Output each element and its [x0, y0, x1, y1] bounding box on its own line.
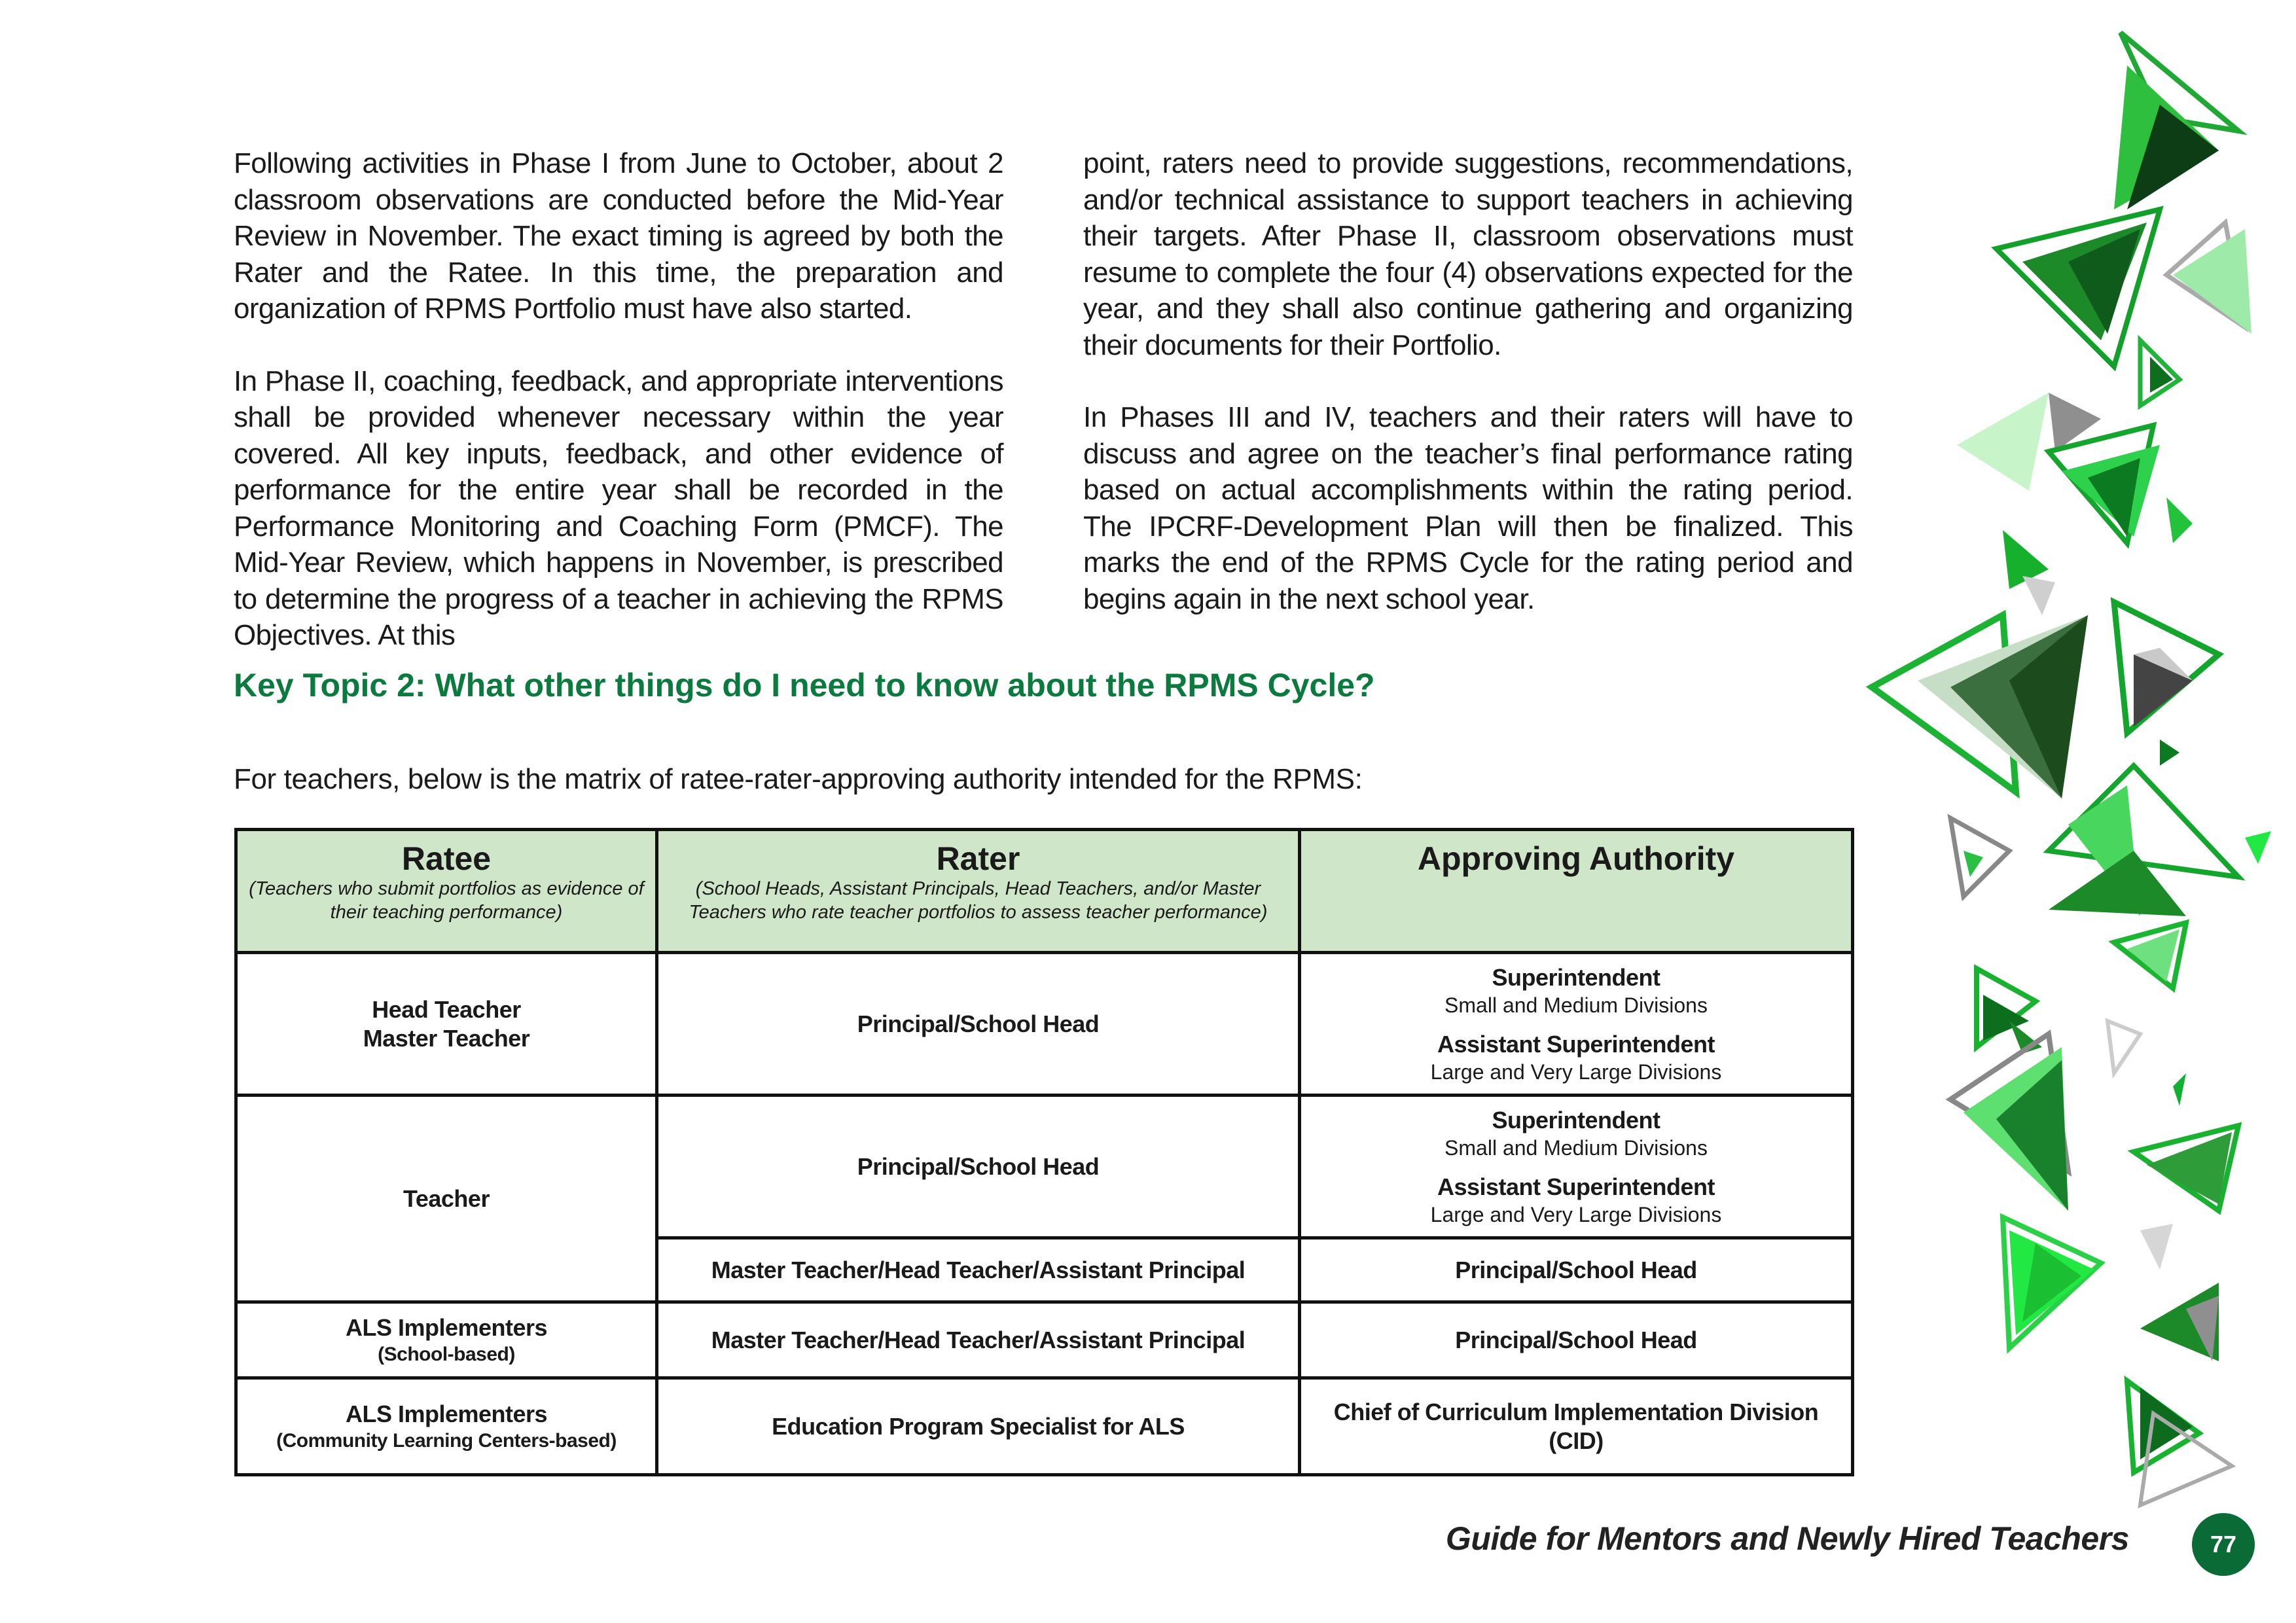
- authority-scope: Small and Medium Divisions: [1444, 1135, 1708, 1160]
- header-rater-title: Rater: [936, 840, 1020, 877]
- rater-cell: Principal/School Head: [657, 1096, 1300, 1238]
- table-row: [236, 1378, 1853, 1475]
- ratee-cell: [236, 953, 657, 1096]
- authority-cell: Principal/School Head: [1300, 1238, 1853, 1302]
- rpms-authority-matrix: [234, 828, 1854, 1476]
- authority-title: Assistant Superintendent: [1437, 1173, 1715, 1200]
- ratee-title: ALS Implementers: [345, 1313, 548, 1341]
- ratee-subtitle: (Community Learning Centers-based): [276, 1429, 617, 1452]
- body-column-left: [234, 145, 1003, 690]
- header-approving-authority: [1300, 830, 1853, 953]
- paragraph: point, raters need to provide suggestions, recommendations, and/or technical assistance to support teachers in achieving their targets. After Phase II, classroom observations must resume to complete the four (4) observations expected for the year, and they shall also continue gathering and organizing their documents for their Portfolio.: [1083, 147, 1853, 361]
- table-row: [236, 1096, 1853, 1238]
- table-row: [236, 953, 1853, 1096]
- rater-cell: Education Program Specialist for ALS: [657, 1378, 1300, 1475]
- paragraph: In Phases III and IV, teachers and their raters will have to discuss and agree on the teacher’s final performance rating based on actual accomplishments within the rating period. The IPCRF-Development Plan will then be finalized. This marks the end of the RPMS Cycle for the rating period and begins again in the next school year.: [1083, 401, 1853, 615]
- authority-cell: Principal/School Head: [1300, 1302, 1853, 1378]
- header-authority-title: Approving Authority: [1417, 840, 1735, 877]
- authority-scope: Small and Medium Divisions: [1444, 993, 1708, 1017]
- page-number-badge: 77: [2192, 1513, 2255, 1576]
- header-rater-subtitle: (School Heads, Assistant Principals, Head Teachers, and/or Master Teachers who rate teacher portfolios to assess teacher performance): [689, 878, 1268, 923]
- ratee-cell: [236, 1302, 657, 1378]
- ratee-cell: [236, 1378, 657, 1475]
- authority-title: Superintendent: [1492, 1106, 1660, 1133]
- ratee-line: Master Teacher: [363, 1024, 530, 1052]
- authority-title: Superintendent: [1492, 963, 1660, 991]
- table-header-row: [236, 830, 1853, 953]
- authority-title: Assistant Superintendent: [1437, 1030, 1715, 1058]
- table-row: [236, 1302, 1853, 1378]
- rater-cell: Principal/School Head: [657, 953, 1300, 1096]
- ratee-cell: Teacher: [236, 1096, 657, 1302]
- matrix-intro-text: For teachers, below is the matrix of ratee-rater-approving authority intended for the RPMS:: [234, 763, 1363, 795]
- authority-cell: [1300, 1096, 1853, 1238]
- authority-scope: Large and Very Large Divisions: [1430, 1202, 1722, 1226]
- authority-cell: [1300, 953, 1853, 1096]
- footer-title: Guide for Mentors and Newly Hired Teachers: [1445, 1520, 2129, 1557]
- paragraph: In Phase II, coaching, feedback, and appropriate interventions shall be provided whenever necessary within the year covered. All key inputs, feedback, and other evidence of performance for the entire year shall be recorded in the Performance Monitoring and Coaching Form (PMCF). The Mid-Year Review, which happens in November, is prescribed to determine the progress of a teacher in achieving the RPMS Objectives. At this: [234, 365, 1003, 651]
- decorative-triangles: [1852, 0, 2296, 1623]
- ratee-title: ALS Implementers: [345, 1400, 548, 1427]
- rater-cell: Master Teacher/Head Teacher/Assistant Principal: [657, 1238, 1300, 1302]
- header-ratee-subtitle: (Teachers who submit portfolios as evidence of their teaching performance): [249, 878, 644, 923]
- ratee-line: Head Teacher: [372, 995, 521, 1023]
- triangle-decoration: [1872, 33, 2271, 1505]
- paragraph: Following activities in Phase I from June to October, about 2 classroom observations are conducted before the Mid-Year Review in November. The exact timing is agreed by both the Rater and the Ratee. In this time, the preparation and organization of RPMS Portfolio must have also started.: [234, 147, 1003, 325]
- authority-scope: Large and Very Large Divisions: [1430, 1060, 1722, 1084]
- ratee-subtitle: (School-based): [378, 1343, 515, 1365]
- authority-cell: Chief of Curriculum Implementation Division (CID): [1300, 1378, 1853, 1475]
- header-rater: [657, 830, 1300, 953]
- body-column-right: [1083, 145, 1853, 653]
- header-ratee: [236, 830, 657, 953]
- header-ratee-title: Ratee: [401, 840, 492, 877]
- rater-cell: Master Teacher/Head Teacher/Assistant Principal: [657, 1302, 1300, 1378]
- section-heading: Key Topic 2: What other things do I need to know about the RPMS Cycle?: [234, 667, 1375, 704]
